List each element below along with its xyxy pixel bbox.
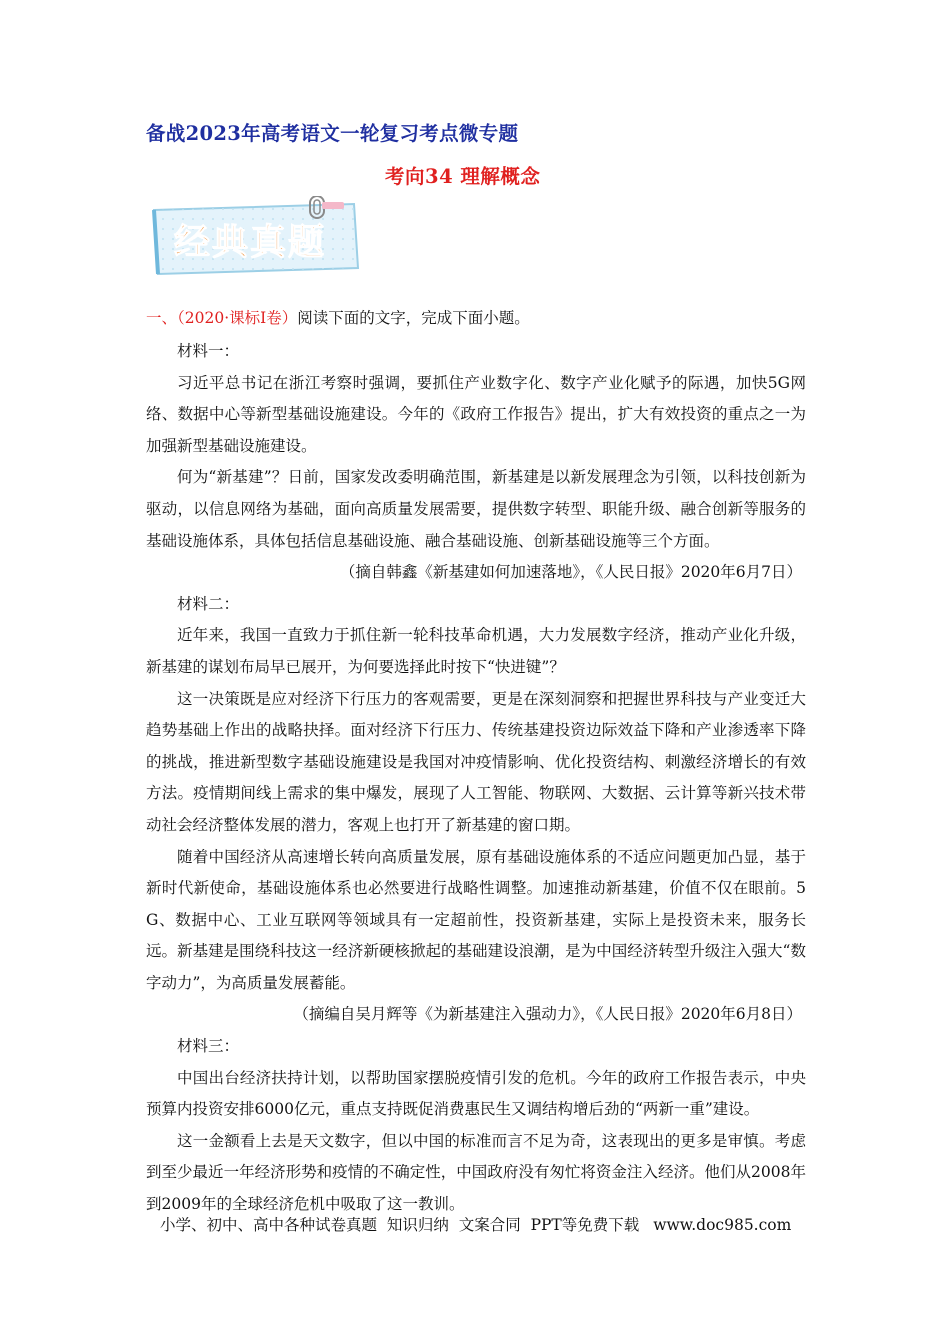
paragraph: 这一决策既是应对经济下行压力的客观需要，更是在深刻洞察和把握世界科技与产业变迁大趋势基础上作出的战略抉择。面对经济下行压力、传统基建投资边际效益下降和产业渗透率下降的挑战，推进新型数字基础设施建设是我国对冲疫情影响、优化投资结构、刺激经济增长的有效方法。疫情期间线上需求的集中爆发，展现了人工智能、物联网、大数据、云计算等新兴技术带动社会经济整体发展的潜力，客观上也打开了新基建的窗口期。 — [146, 689, 806, 834]
question-number: 一、 — [146, 309, 178, 327]
paragraph: 何为“新基建”？日前，国家发改委明确范围，新基建是以新发展理念为引领，以科技创新为驱动，以信息网络为基础，面向高质量发展需要，提供数字转型、职能升级、融合创新等服务的基础设施体系，具体包括信息基础设施、融合基础设施、创新基础设施等三个方面。 — [146, 468, 806, 550]
citation: （摘自韩鑫《新基建如何加速落地》，《人民日报》2020年6月7日） — [339, 563, 802, 582]
topic-subtitle: 考向34 理解概念 — [385, 165, 541, 188]
reading-material — [146, 336, 806, 1221]
paragraph: 习近平总书记在浙江考察时强调，要抓住产业数字化、数字产业化赋予的际遇，加快5G网络、数据中心等新型基础设施建设。今年的《政府工作报告》提出，扩大有效投资的重点之一为加强新型基础设施建设。 — [146, 373, 806, 455]
question-instruction: 阅读下面的文字，完成下面小题。 — [297, 309, 530, 327]
footer-text: 小学、初中、高中各种试卷真题 知识归纳 文案合同 PPT等免费下载 — [160, 1216, 640, 1234]
question-source: （2020·课标I卷） — [177, 309, 298, 327]
paragraph: 这一金额看上去是天文数字，但以中国的标准而言不足为奇，这表现出的更多是审慎。考虑到至少最近一年经济形势和疫情的不确定性，中国政府没有匆忙将资金注入经济。他们从2008年到2009年的全球经济危机中吸取了这一教训。 — [146, 1131, 806, 1214]
material-label: 材料二： — [177, 594, 240, 613]
paragraph: 随着中国经济从高速增长转向高质量发展，原有基础设施体系的不适应问题更加凸显，基于新时代新使命，基础设施体系也必然要进行战略性调整。加速推动新基建，价值不仅在眼前。5G、数据中心、工业互联网等领域具有一定超前性，投资新基建，实际上是投资未来，服务长远。新基建是围绕科技这一经济新硬核掀起的基础建设浪潮，是为中国经济转型升级注入强大“数字动力”，为高质量发展蓄能。 — [146, 847, 806, 992]
classic-questions-banner — [150, 196, 362, 278]
document-title: 备战2023年高考语文一轮复习考点微专题 — [146, 122, 519, 145]
banner-text: 经典真题 — [174, 221, 327, 263]
page-footer — [160, 1213, 791, 1235]
paragraph: 中国出台经济扶持计划，以帮助国家摆脱疫情引发的危机。今年的政府工作报告表示，中央预算内投资安排6000亿元，重点支持既促消费惠民生又调结构增后劲的“两新一重”建设。 — [146, 1068, 806, 1119]
material-label: 材料一： — [177, 342, 240, 360]
question-heading — [146, 306, 530, 328]
citation: （摘编自吴月辉等《为新基建注入强动力》，《人民日报》2020年6月8日） — [293, 1005, 802, 1024]
footer-url[interactable]: www.doc985.com — [653, 1216, 792, 1234]
material-label: 材料三： — [177, 1037, 240, 1056]
paragraph: 近年来，我国一直致力于抓住新一轮科技革命机遇，大力发展数字经济，推动产业化升级，新基建的谋划布局早已展开，为何要选择此时按下“快进键”？ — [146, 626, 806, 676]
